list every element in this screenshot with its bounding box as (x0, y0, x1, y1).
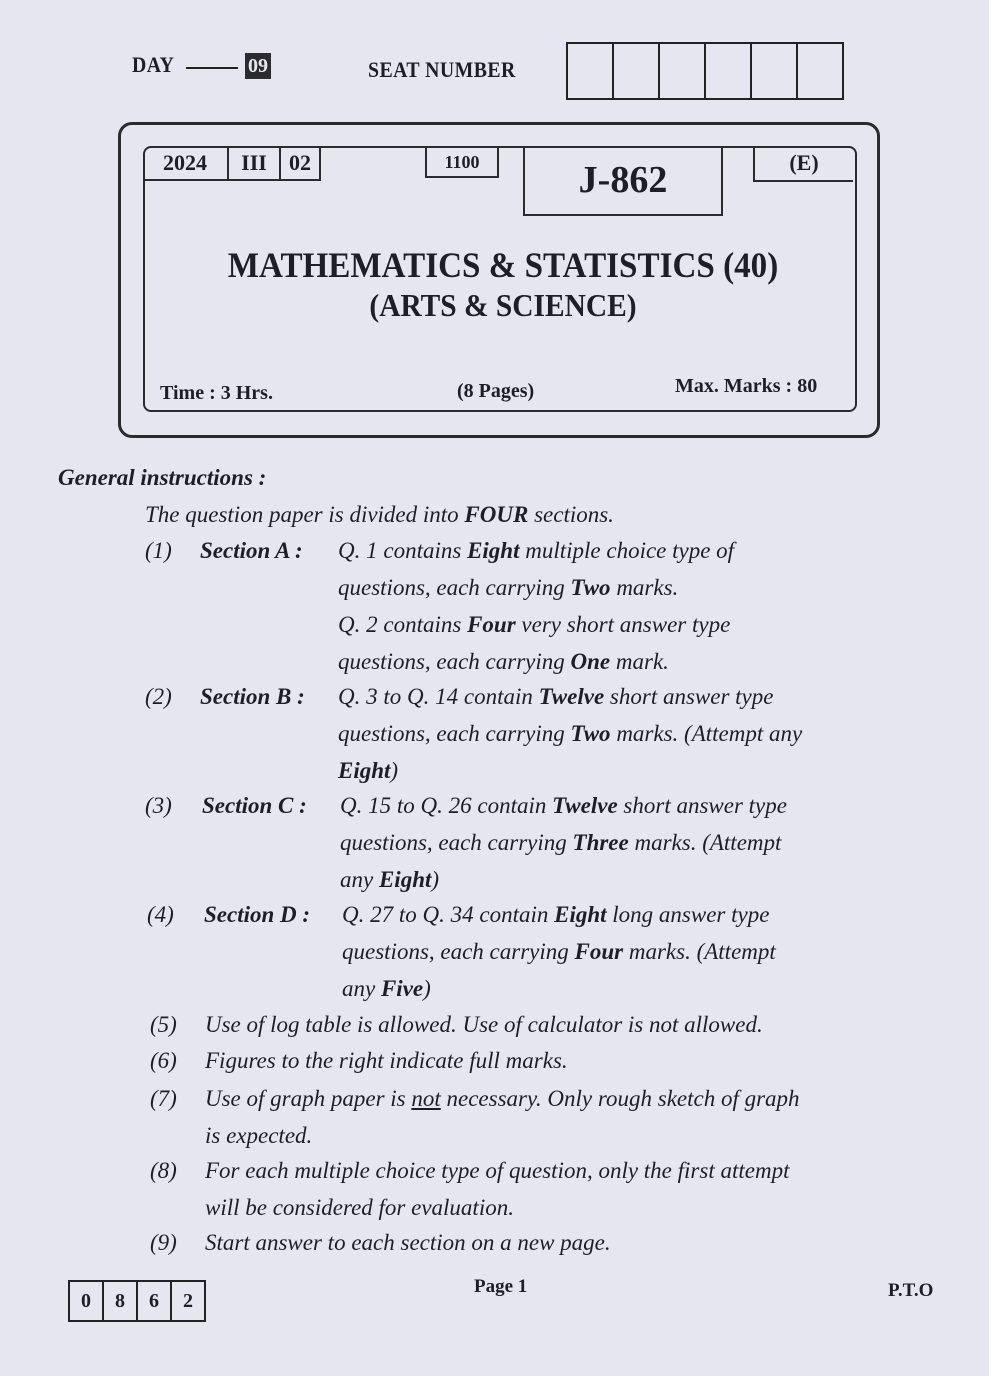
day-value-badge: 09 (245, 53, 271, 79)
code-digit: 8 (104, 1282, 138, 1320)
paper-code-footer-boxes (68, 1280, 206, 1322)
seat-box-5[interactable] (752, 44, 798, 98)
line: questions, each carrying One mark. (338, 649, 669, 674)
line: Q. 15 to Q. 26 contain Twelve short answer type (340, 793, 787, 818)
line: questions, each carrying Four marks. (Attempt (342, 939, 776, 964)
note-number: (7) (150, 1086, 177, 1111)
subject-subtitle: (ARTS & SCIENCE) (369, 287, 637, 323)
pto-label: P.T.O (888, 1280, 934, 1301)
line: Q. 27 to Q. 34 contain Eight long answer type (342, 902, 770, 927)
note-text: Use of graph paper is not necessary. Only rough sketch of graph is expected. (205, 1086, 800, 1148)
day-dash (186, 67, 238, 69)
section-label: Section B : (200, 684, 305, 709)
line: questions, each carrying Two marks. (Attempt any (338, 721, 803, 746)
section-lines (340, 787, 840, 898)
max-marks: Max. Marks : 80 (675, 375, 818, 397)
code-digit: 2 (183, 1289, 193, 1312)
note-number: (9) (150, 1230, 177, 1255)
note-text: Start answer to each section on a new page. (205, 1230, 611, 1255)
intro-bold: FOUR (464, 502, 529, 527)
section-lines (338, 532, 838, 680)
time-code-cell: 1100 (425, 148, 499, 178)
subject-title: MATHEMATICS & STATISTICS (40) (227, 245, 779, 285)
year-cell: 2024 (143, 146, 229, 181)
seat-box-4[interactable] (706, 44, 752, 98)
line: any Eight) (340, 867, 440, 892)
paper-code-cell: J-862 (523, 146, 723, 216)
note-text: Use of log table is allowed. Use of calculator is not allowed. (205, 1012, 763, 1037)
seat-box-6[interactable] (798, 44, 844, 98)
note-number: (5) (150, 1012, 177, 1037)
roman-cell: III (229, 146, 281, 181)
section-lines (338, 678, 838, 789)
code-digit: 0 (70, 1282, 104, 1320)
code-a-cell: 02 (281, 146, 321, 181)
note-text: For each multiple choice type of question, only the first attempt will be considered for evaluation. (205, 1158, 790, 1220)
section-label: Section C : (202, 793, 307, 818)
seat-box-2[interactable] (614, 44, 660, 98)
note-number: (6) (150, 1048, 177, 1073)
page-number: Page 1 (474, 1276, 528, 1297)
day-label-text: DAY (132, 52, 175, 77)
section-number: (4) (147, 902, 174, 927)
line: any Five) (342, 976, 431, 1001)
instructions-intro (145, 496, 614, 533)
instructions-heading: General instructions : (58, 465, 267, 490)
note-number: (8) (150, 1158, 177, 1183)
note-text: Figures to the right indicate full marks. (205, 1048, 568, 1073)
code-digit: 6 (138, 1282, 172, 1320)
intro-text-end: sections. (528, 502, 614, 527)
line: questions, each carrying Two marks. (338, 575, 679, 600)
section-lines (342, 896, 842, 1007)
time-allowed: Time : 3 Hrs. (160, 382, 273, 404)
section-label: Section A : (200, 538, 303, 563)
section-number: (1) (145, 538, 172, 563)
line: Q. 1 contains Eight multiple choice type of (338, 538, 735, 563)
line: Q. 3 to Q. 14 contain Twelve short answer type (338, 684, 774, 709)
seat-box-1[interactable] (568, 44, 614, 98)
section-number: (3) (145, 793, 172, 818)
line: questions, each carrying Three marks. (Attempt (340, 830, 782, 855)
seat-box-3[interactable] (660, 44, 706, 98)
line: Q. 2 contains Four very short answer type (338, 612, 731, 637)
seat-number-input[interactable] (566, 42, 844, 100)
seat-number-label: SEAT NUMBER (368, 57, 516, 82)
day-label (132, 52, 174, 78)
paper-code-cells (143, 146, 321, 181)
medium-cell: (E) (753, 146, 853, 182)
intro-text: The question paper is divided into (145, 502, 465, 527)
section-number: (2) (145, 684, 172, 709)
line: Eight) (338, 758, 399, 783)
section-label: Section D : (204, 902, 311, 927)
page-count: (8 Pages) (457, 380, 535, 402)
